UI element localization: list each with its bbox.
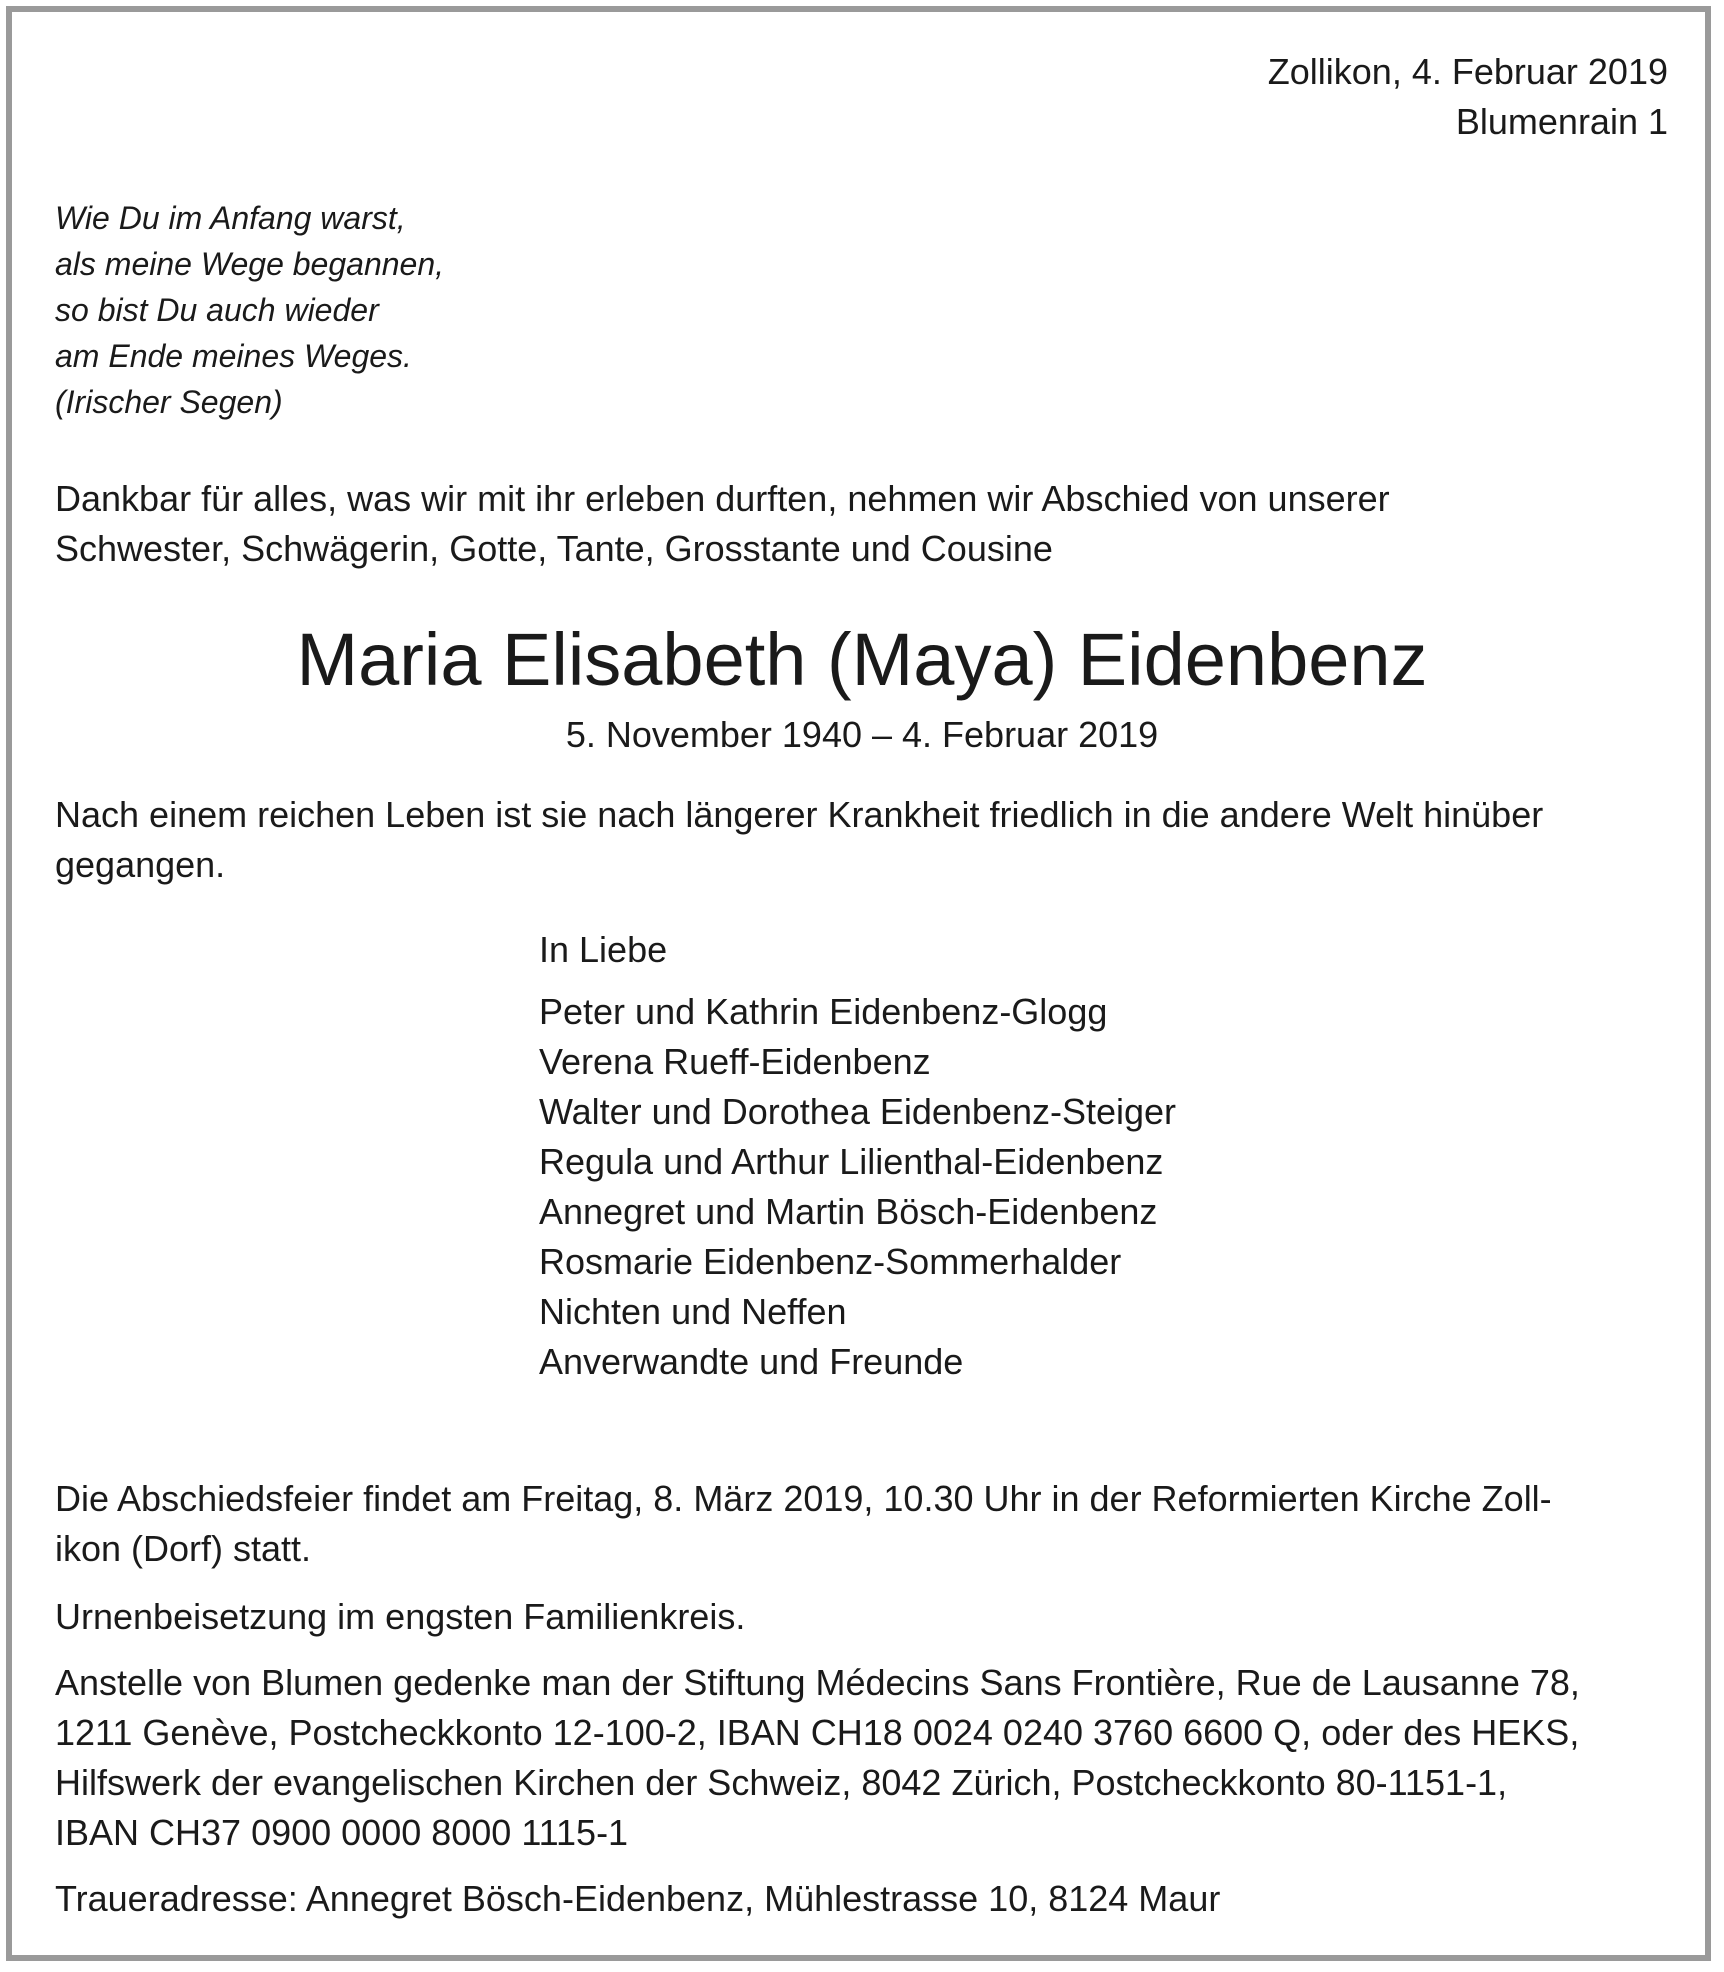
ceremony-paragraph (55, 1474, 1552, 1574)
donation-paragraph (55, 1658, 1580, 1858)
passing-line: gegangen. (55, 844, 226, 885)
burial-paragraph: Urnenbeisetzung im engsten Familienkreis. (55, 1596, 746, 1637)
donation-line: IBAN CH37 0900 0000 8000 1115-1 (55, 1812, 629, 1853)
passing-line: Nach einem reichen Leben ist sie nach längerer Krankheit friedlich in die andere Welt hinüber (55, 794, 1544, 835)
signer-name: Annegret und Martin Bösch-Eidenbenz (539, 1191, 1158, 1232)
motto-source: (Irischer Segen) (55, 384, 283, 420)
donation-line: Anstelle von Blumen gedenke man der Stiftung Médecins Sans Frontière, Rue de Lausanne 78, (55, 1662, 1580, 1703)
signer-name: Verena Rueff-Eidenbenz (539, 1041, 931, 1082)
motto-line: am Ende meines Weges. (55, 338, 412, 374)
motto-line: so bist Du auch wieder (55, 292, 379, 328)
mourning-address: Traueradresse: Annegret Bösch-Eidenbenz, Mühlestrasse 10, 8124 Maur (55, 1878, 1221, 1919)
ceremony-line: ikon (Dorf) statt. (55, 1528, 312, 1569)
donation-line: Hilfswerk der evangelischen Kirchen der Schweiz, 8042 Zürich, Postcheckkonto 80-1151-1, (55, 1762, 1508, 1803)
signers-block (539, 925, 1176, 1387)
intro-line: Dankbar für alles, was wir mit ihr erleben durften, nehmen wir Abschied von unserer (55, 478, 1390, 519)
signer-name: Anverwandte und Freunde (539, 1341, 964, 1382)
motto-verse (55, 195, 444, 425)
signers-heading: In Liebe (539, 929, 668, 970)
passing-paragraph (55, 790, 1543, 890)
signer-name: Peter und Kathrin Eidenbenz-Glogg (539, 991, 1108, 1032)
signer-name: Walter und Dorothea Eidenbenz-Steiger (539, 1091, 1177, 1132)
address: Blumenrain 1 (1455, 101, 1668, 142)
intro-paragraph (55, 474, 1390, 574)
donation-line: 1211 Genève, Postcheckkonto 12-100-2, IBAN CH18 0024 0240 3760 6600 Q, oder des HEKS, (55, 1712, 1580, 1753)
deceased-name: Maria Elisabeth (Maya) Eidenbenz (296, 618, 1428, 701)
life-dates: 5. November 1940 – 4. Februar 2019 (565, 714, 1159, 755)
intro-line: Schwester, Schwägerin, Gotte, Tante, Grosstante und Cousine (55, 528, 1053, 569)
signer-name: Nichten und Neffen (539, 1291, 847, 1332)
signer-name: Regula und Arthur Lilienthal-Eidenbenz (539, 1141, 1164, 1182)
place-date: Zollikon, 4. Februar 2019 (1267, 51, 1668, 92)
motto-line: Wie Du im Anfang warst, (55, 200, 406, 236)
ceremony-line: Die Abschiedsfeier findet am Freitag, 8. März 2019, 10.30 Uhr in der Reformierten Kirche Zoll- (55, 1478, 1552, 1519)
motto-line: als meine Wege begannen, (55, 246, 445, 282)
signer-name: Rosmarie Eidenbenz-Sommerhalder (539, 1241, 1122, 1282)
